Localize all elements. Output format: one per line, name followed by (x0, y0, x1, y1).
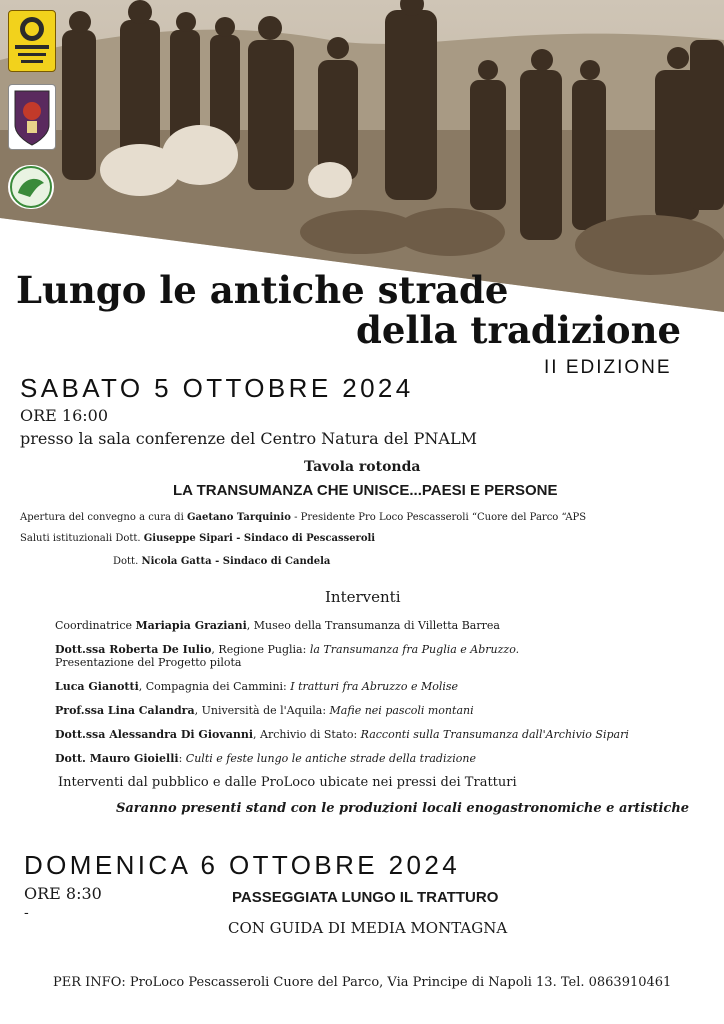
talk-org: : (178, 752, 186, 765)
greetings-name-2: Nicola Gatta - Sindaco di Candela (141, 556, 331, 567)
day1-venue: presso la sala conferenze del Centro Natura del PNALM (20, 429, 477, 448)
talk-4 (55, 728, 629, 741)
proloco-logo (8, 165, 54, 209)
coordinator-prefix: Coordinatrice (55, 619, 136, 632)
talk-1 (55, 643, 519, 656)
talk-org: , Compagnia dei Cammini: (138, 680, 291, 693)
talk-speaker: Dott. Mauro Gioielli (55, 752, 179, 765)
talk-1-extra: Presentazione del Progetto pilota (55, 656, 242, 669)
talk-org: , Università de l'Aquila: (194, 704, 330, 717)
opening-name: Gaetano Tarquinio (186, 512, 291, 523)
day2-dash: - (24, 905, 29, 921)
event-title-line2: della tradizione (356, 308, 682, 352)
talk-2 (55, 680, 458, 693)
event-title-line1: Lungo le antiche strade (16, 268, 509, 312)
talk-topic: la Transumanza fra Puglia e Abruzzo. (309, 643, 520, 656)
opening-suffix: - Presidente Pro Loco Pescasseroli “Cuore del Parco “APS (290, 512, 587, 523)
talk-org: , Regione Puglia: (211, 643, 310, 656)
public-note: Interventi dal pubblico e dalle ProLoco ubicate nei pressi dei Tratturi (58, 775, 517, 790)
talk-speaker: Prof.ssa Lina Calandra (55, 704, 195, 717)
greetings-prefix: Saluti istituzionali Dott. (20, 533, 144, 544)
talk-speaker: Dott.ssa Alessandra Di Giovanni (55, 728, 254, 741)
coordinator-line (55, 619, 500, 632)
talk-topic: Culti e feste lungo le antiche strade della tradizione (185, 752, 477, 765)
talk-3 (55, 704, 474, 717)
interventi-heading: Interventi (325, 588, 401, 606)
roundtable-subtitle: LA TRANSUMANZA CHE UNISCE...PAESI E PERSONE (173, 482, 558, 499)
day1-date: SABATO 5 OTTOBRE 2024 (20, 373, 414, 403)
park-logo (8, 10, 56, 72)
coordinator-name: Mariapia Graziani (135, 619, 247, 632)
day2-activity: PASSEGGIATA LUNGO IL TRATTURO (232, 889, 499, 906)
talk-topic: Racconti sulla Transumanza dall'Archivio Sipari (360, 728, 629, 741)
greetings-line (20, 533, 375, 544)
talk-speaker: Dott.ssa Roberta De Iulio (55, 643, 212, 656)
opening-prefix: Apertura del convegno a cura di (20, 512, 187, 523)
edition-label: II EDIZIONE (544, 357, 672, 378)
talk-speaker: Luca Gianotti (55, 680, 139, 693)
day2-date: DOMENICA 6 OTTOBRE 2024 (24, 850, 461, 880)
talk-5 (55, 752, 476, 765)
day1-time: ORE 16:00 (20, 406, 109, 425)
coordinator-suffix: , Museo della Transumanza di Villetta Barrea (246, 619, 500, 632)
day2-guide: CON GUIDA DI MEDIA MONTAGNA (228, 919, 508, 937)
talk-org: , Archivio di Stato: (253, 728, 361, 741)
greetings-2-prefix: Dott. (113, 556, 142, 567)
crest-logo (8, 84, 56, 150)
stands-note: Saranno presenti stand con le produzioni locali enogastronomiche e artistiche (116, 801, 690, 816)
talk-topic: I tratturi fra Abruzzo e Molise (290, 680, 459, 693)
roundtable-title: Tavola rotonda (304, 459, 421, 475)
greetings-name-1: Giuseppe Sipari - Sindaco di Pescasseroli (143, 533, 376, 544)
day2-time: ORE 8:30 (24, 884, 102, 903)
opening-line (20, 512, 586, 523)
greetings-line-2 (113, 556, 330, 567)
footer-info: PER INFO: ProLoco Pescasseroli Cuore del Parco, Via Principe di Napoli 13. Tel. 0863910461 (53, 975, 672, 990)
talk-topic: Mafie nei pascoli montani (329, 704, 474, 717)
